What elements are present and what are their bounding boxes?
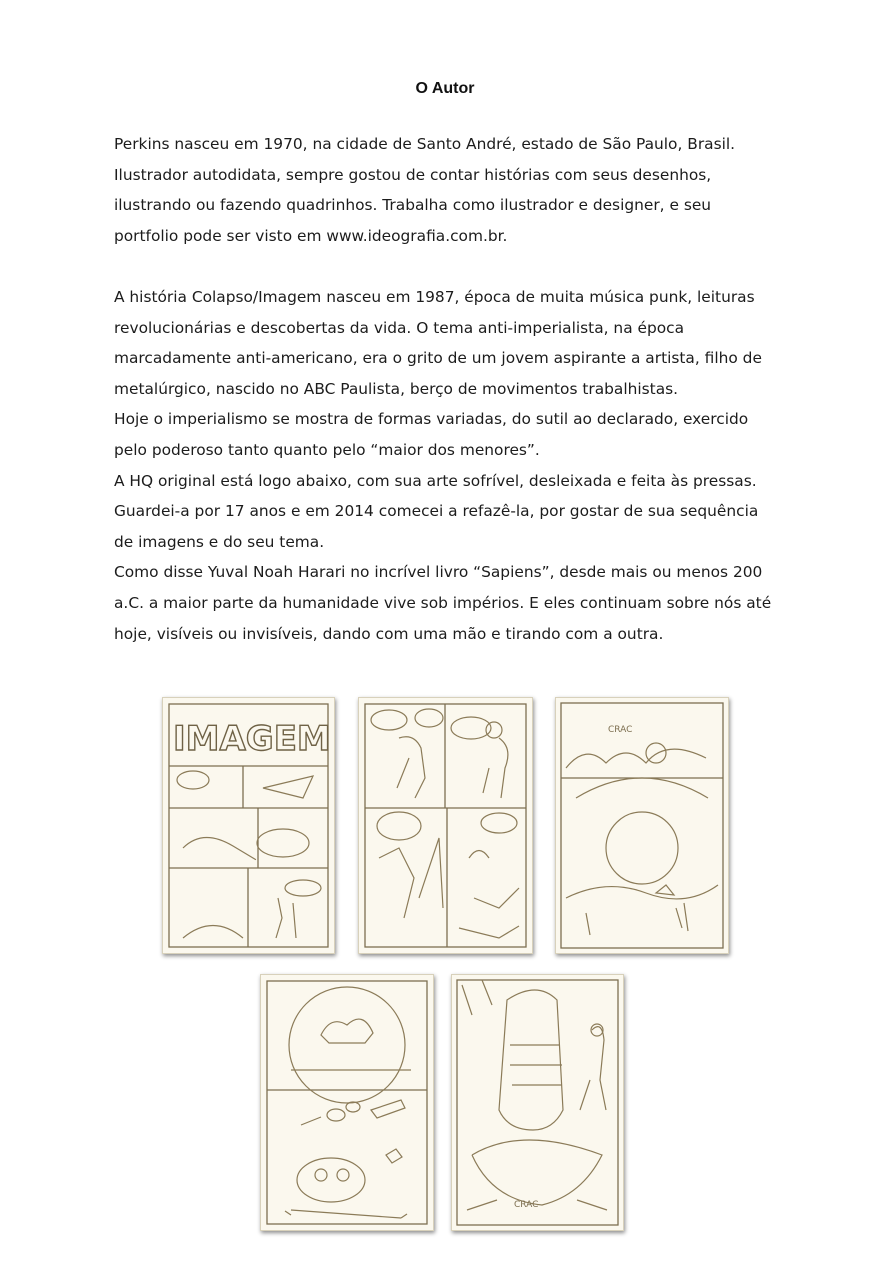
comic-page-4 — [260, 974, 434, 1231]
comic-page-5 — [451, 974, 624, 1231]
text-line: revolucionárias e descobertas da vida. O tema anti-imperialista, na época — [114, 318, 685, 337]
comic-page-3 — [555, 697, 729, 954]
text-line: marcadamente anti-americano, era o grito de um jovem aspirante a artista, filho de — [114, 349, 762, 368]
comic-page-5-art — [452, 975, 623, 1230]
text-line: metalúrgico, nascido no ABC Paulista, berço de movimentos trabalhistas. — [114, 379, 679, 398]
comic-page-1-art — [163, 698, 334, 953]
page-title: O Autor — [415, 80, 475, 97]
comic-title-art: IMAGEM — [173, 719, 331, 759]
text-line: a.C. a maior parte da humanidade vive sob impérios. E eles continuam sobre nós até — [114, 593, 772, 612]
text-line: ilustrando ou fazendo quadrinhos. Trabalha como ilustrador e designer, e seu — [114, 196, 712, 215]
sfx-crac: CRAC — [514, 1200, 539, 1210]
comic-page-2-art — [359, 698, 532, 953]
paragraph-author — [114, 129, 786, 251]
text-line: A HQ original está logo abaixo, com sua arte sofrível, desleixada e feita às pressas. — [114, 471, 757, 490]
text-line: A história Colapso/Imagem nasceu em 1987, época de muita música punk, leituras — [114, 288, 755, 306]
text-line: hoje, visíveis ou invisíveis, dando com uma mão e tirando com a outra. — [114, 624, 664, 643]
paragraph-story — [114, 282, 786, 649]
text-line: pelo poderoso tanto quanto pelo “maior dos menores”. — [114, 440, 540, 459]
text-line: Guardei-a por 17 anos e em 2014 comecei a refazê-la, por gostar de sua sequência — [114, 502, 759, 521]
comic-page-3-art — [556, 698, 728, 953]
text-line: Hoje o imperialismo se mostra de formas variadas, do sutil ao declarado, exercido — [114, 410, 749, 429]
text-line: de imagens e do seu tema. — [114, 532, 325, 551]
comic-page-2 — [358, 697, 533, 954]
comic-page-4-art — [261, 975, 433, 1230]
text-line: Perkins nasceu em 1970, na cidade de Santo André, estado de São Paulo, Brasil. — [114, 135, 736, 153]
sfx-crac: CRAC — [608, 725, 633, 735]
text-line: Como disse Yuval Noah Harari no incrível livro “Sapiens”, desde mais ou menos 200 — [114, 563, 763, 582]
comic-page-1 — [162, 697, 335, 954]
text-line: portfolio pode ser visto em www.ideografia.com.br. — [114, 226, 508, 245]
text-line: Ilustrador autodidata, sempre gostou de contar histórias com seus desenhos, — [114, 165, 712, 184]
